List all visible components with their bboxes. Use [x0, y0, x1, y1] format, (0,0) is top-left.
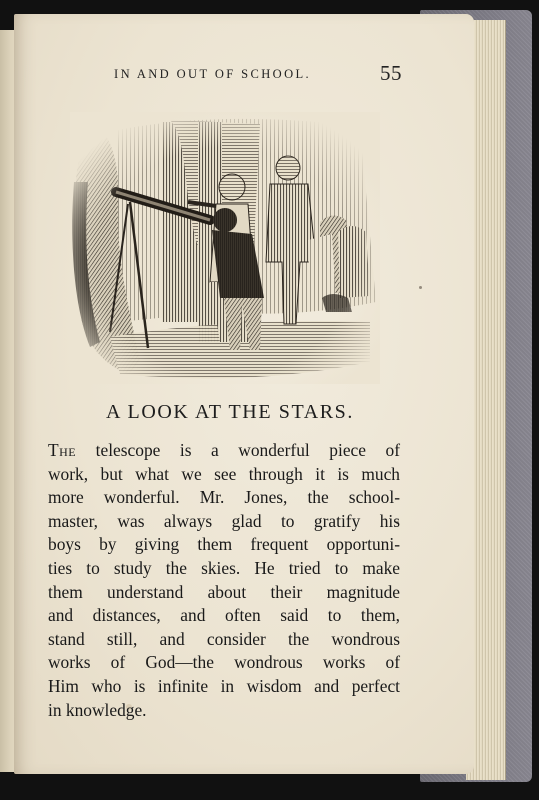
telescope-engraving-illustration — [70, 112, 380, 384]
text-line: more wonderful. Mr. Jones, the school- — [48, 487, 400, 508]
text-line: boys by giving them frequent opportuni- — [48, 534, 400, 555]
page-number: 55 — [380, 61, 402, 85]
text-line: them understand about their magnitude — [48, 581, 400, 602]
engraving-image — [70, 112, 380, 384]
text-line: work, but what we see through it is much — [48, 463, 400, 484]
body-text — [48, 439, 400, 722]
text-line: works of God—the wondrous works of — [48, 652, 400, 673]
foxing-spot — [419, 286, 422, 289]
text-line: and distances, and often said to them, — [48, 605, 400, 626]
text-line: ties to study the skies. He tried to make — [48, 557, 400, 578]
lead-word: The — [48, 440, 77, 460]
text-line: master, was always glad to gratify his — [48, 510, 400, 531]
chapter-title: A LOOK AT THE STARS. — [105, 401, 355, 423]
page-header — [104, 63, 424, 91]
text-line-content: telescope is a wonderful piece of — [76, 440, 400, 460]
text-line: Him who is infinite in wisdom and perfect — [48, 675, 400, 696]
text-line: stand still, and consider the wondrous — [48, 628, 400, 649]
running-head: IN AND OUT OF SCHOOL. — [114, 67, 312, 81]
text-line — [48, 439, 400, 463]
text-line: in knowledge. — [48, 699, 147, 720]
